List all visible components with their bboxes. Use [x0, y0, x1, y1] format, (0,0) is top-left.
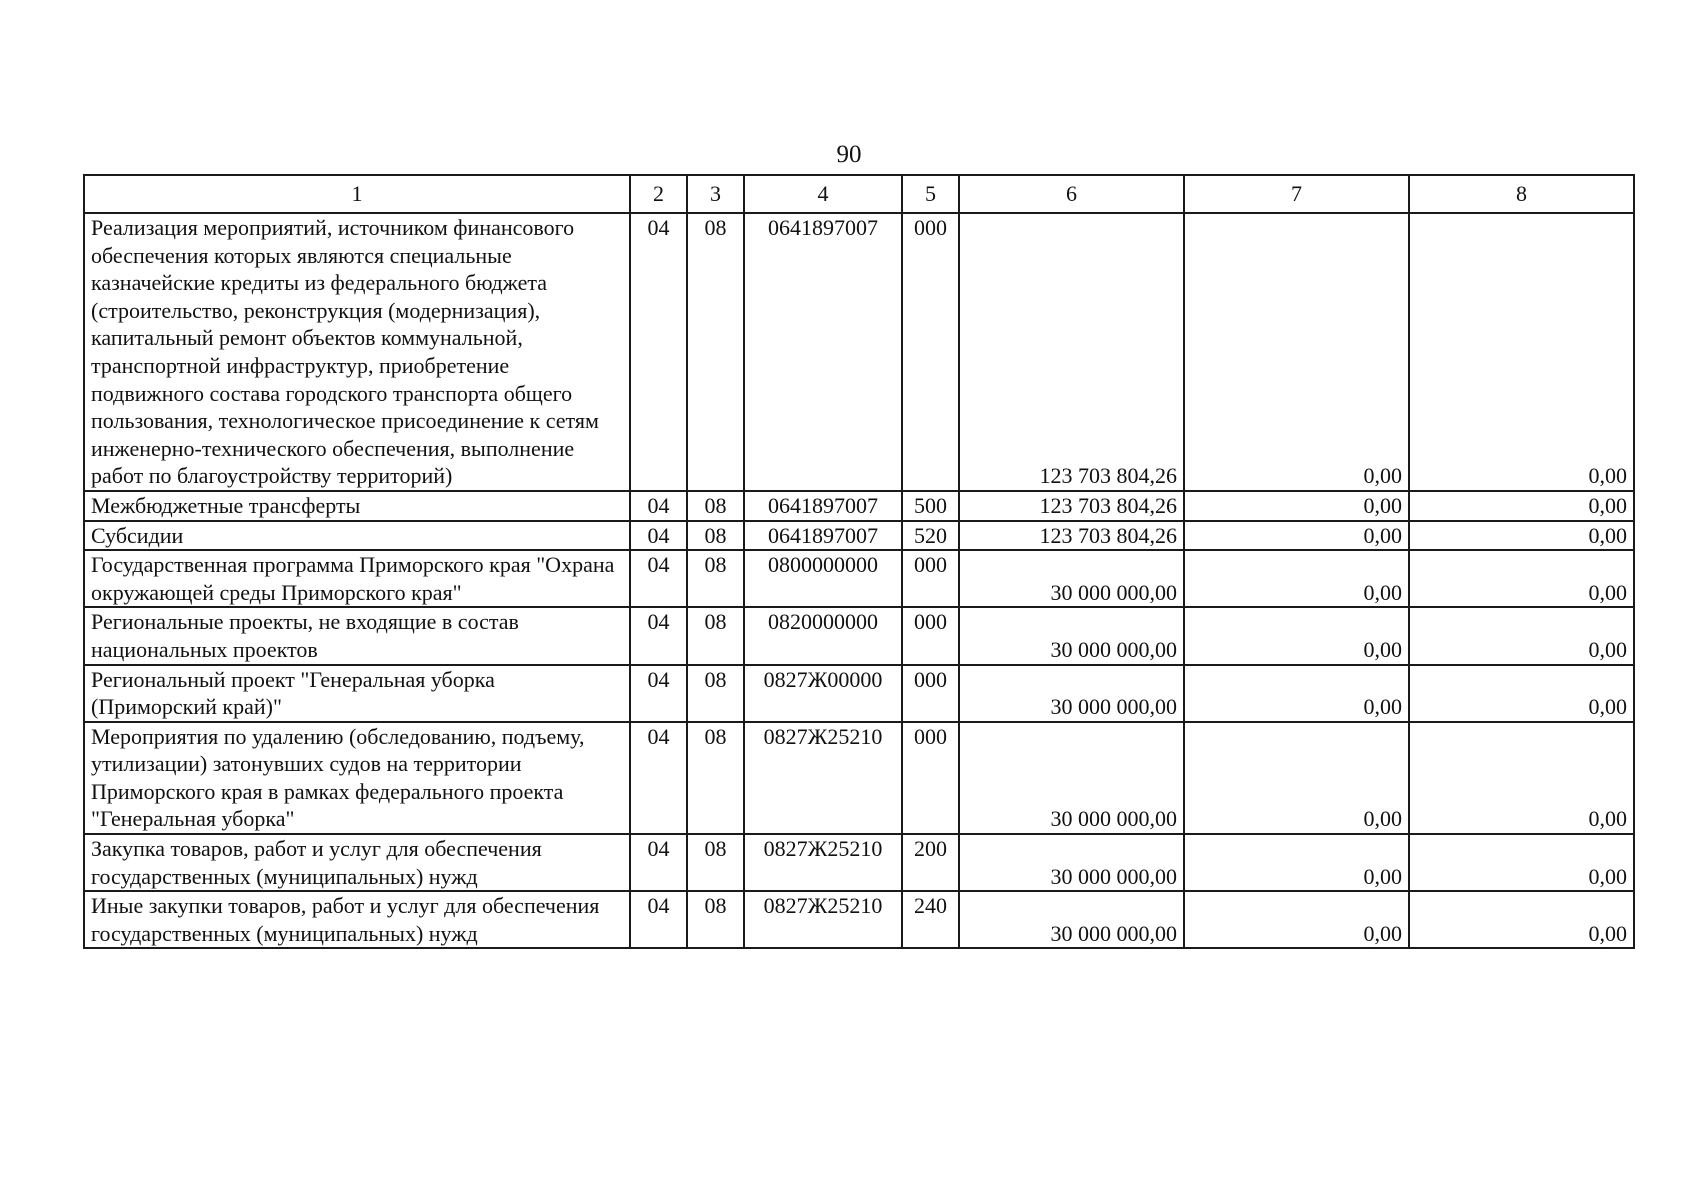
section-code: 04 — [630, 550, 687, 607]
header-cell: 7 — [1184, 175, 1409, 213]
target-article-code: 0827Ж25210 — [744, 891, 902, 948]
target-article-code: 0800000000 — [744, 550, 902, 607]
section-code: 04 — [630, 665, 687, 722]
item-name: Региональные проекты, не входящие в состав национальных проектов — [84, 607, 630, 664]
target-article-code: 0827Ж25210 — [744, 722, 902, 834]
page-number: 90 — [836, 141, 862, 168]
amount-col8: 0,00 — [1409, 891, 1634, 948]
subsection-code: 08 — [687, 213, 744, 491]
amount-col8: 0,00 — [1409, 491, 1634, 521]
amount-col7: 0,00 — [1184, 491, 1409, 521]
amount-col8: 0,00 — [1409, 607, 1634, 664]
amount-col7: 0,00 — [1184, 665, 1409, 722]
section-code: 04 — [630, 491, 687, 521]
amount-col8: 0,00 — [1409, 521, 1634, 551]
section-code: 04 — [630, 722, 687, 834]
subsection-code: 08 — [687, 491, 744, 521]
target-article-code: 0827Ж25210 — [744, 834, 902, 891]
table-row — [84, 665, 1634, 722]
expense-type-code: 500 — [902, 491, 959, 521]
header-cell: 3 — [687, 175, 744, 213]
header-cell: 5 — [902, 175, 959, 213]
expense-type-code: 000 — [902, 550, 959, 607]
amount-col6: 123 703 804,26 — [959, 491, 1184, 521]
subsection-code: 08 — [687, 521, 744, 551]
item-name: Межбюджетные трансферты — [84, 491, 630, 521]
amount-col7: 0,00 — [1184, 834, 1409, 891]
budget-table — [83, 174, 1635, 949]
amount-col8: 0,00 — [1409, 213, 1634, 491]
amount-col7: 0,00 — [1184, 521, 1409, 551]
subsection-code: 08 — [687, 665, 744, 722]
expense-type-code: 000 — [902, 213, 959, 491]
header-cell: 6 — [959, 175, 1184, 213]
expense-type-code: 200 — [902, 834, 959, 891]
amount-col6: 30 000 000,00 — [959, 891, 1184, 948]
expense-type-code: 000 — [902, 722, 959, 834]
section-code: 04 — [630, 891, 687, 948]
item-name: Государственная программа Приморского края "Охрана окружающей среды Приморского края" — [84, 550, 630, 607]
section-code: 04 — [630, 607, 687, 664]
subsection-code: 08 — [687, 607, 744, 664]
target-article-code: 0820000000 — [744, 607, 902, 664]
header-cell: 1 — [84, 175, 630, 213]
header-row — [84, 175, 1634, 213]
item-name: Иные закупки товаров, работ и услуг для обеспечения государственных (муниципальных) нужд — [84, 891, 630, 948]
amount-col6: 30 000 000,00 — [959, 550, 1184, 607]
amount-col8: 0,00 — [1409, 665, 1634, 722]
amount-col7: 0,00 — [1184, 607, 1409, 664]
header-cell: 8 — [1409, 175, 1634, 213]
item-name: Субсидии — [84, 521, 630, 551]
amount-col7: 0,00 — [1184, 891, 1409, 948]
section-code: 04 — [630, 834, 687, 891]
target-article-code: 0827Ж00000 — [744, 665, 902, 722]
expense-type-code: 520 — [902, 521, 959, 551]
header-cell: 4 — [744, 175, 902, 213]
table-row — [84, 213, 1634, 491]
amount-col6: 123 703 804,26 — [959, 213, 1184, 491]
subsection-code: 08 — [687, 891, 744, 948]
table-row — [84, 607, 1634, 664]
table-row — [84, 834, 1634, 891]
amount-col8: 0,00 — [1409, 722, 1634, 834]
target-article-code: 0641897007 — [744, 521, 902, 551]
section-code: 04 — [630, 521, 687, 551]
table-row — [84, 722, 1634, 834]
amount-col7: 0,00 — [1184, 722, 1409, 834]
item-name: Мероприятия по удалению (обследованию, подъему, утилизации) затонувших судов на территории Приморского края в рамках федерального проекта "Генеральная уборка" — [84, 722, 630, 834]
item-name: Закупка товаров, работ и услуг для обеспечения государственных (муниципальных) нужд — [84, 834, 630, 891]
amount-col6: 123 703 804,26 — [959, 521, 1184, 551]
amount-col6: 30 000 000,00 — [959, 722, 1184, 834]
amount-col6: 30 000 000,00 — [959, 665, 1184, 722]
subsection-code: 08 — [687, 722, 744, 834]
table-row — [84, 891, 1634, 948]
item-name: Реализация мероприятий, источником финансового обеспечения которых являются специальные казначейские кредиты из федерального бюджета (строительство, реконструкция (модернизация), капитальный ремонт объектов коммунальной, транспортной инфраструктур, приобретение подвижного состава городского транспорта общего пользования, технологическое присоединение к сетям инженерно-технического обеспечения, выполнение работ по благоустройству территорий) — [84, 213, 630, 491]
section-code: 04 — [630, 213, 687, 491]
table-row — [84, 550, 1634, 607]
expense-type-code: 000 — [902, 665, 959, 722]
amount-col7: 0,00 — [1184, 550, 1409, 607]
amount-col7: 0,00 — [1184, 213, 1409, 491]
subsection-code: 08 — [687, 550, 744, 607]
target-article-code: 0641897007 — [744, 213, 902, 491]
amount-col8: 0,00 — [1409, 550, 1634, 607]
expense-type-code: 240 — [902, 891, 959, 948]
subsection-code: 08 — [687, 834, 744, 891]
header-cell: 2 — [630, 175, 687, 213]
table-row — [84, 491, 1634, 521]
table-row — [84, 521, 1634, 551]
amount-col6: 30 000 000,00 — [959, 607, 1184, 664]
amount-col6: 30 000 000,00 — [959, 834, 1184, 891]
amount-col8: 0,00 — [1409, 834, 1634, 891]
expense-type-code: 000 — [902, 607, 959, 664]
target-article-code: 0641897007 — [744, 491, 902, 521]
item-name: Региональный проект "Генеральная уборка (Приморский край)" — [84, 665, 630, 722]
